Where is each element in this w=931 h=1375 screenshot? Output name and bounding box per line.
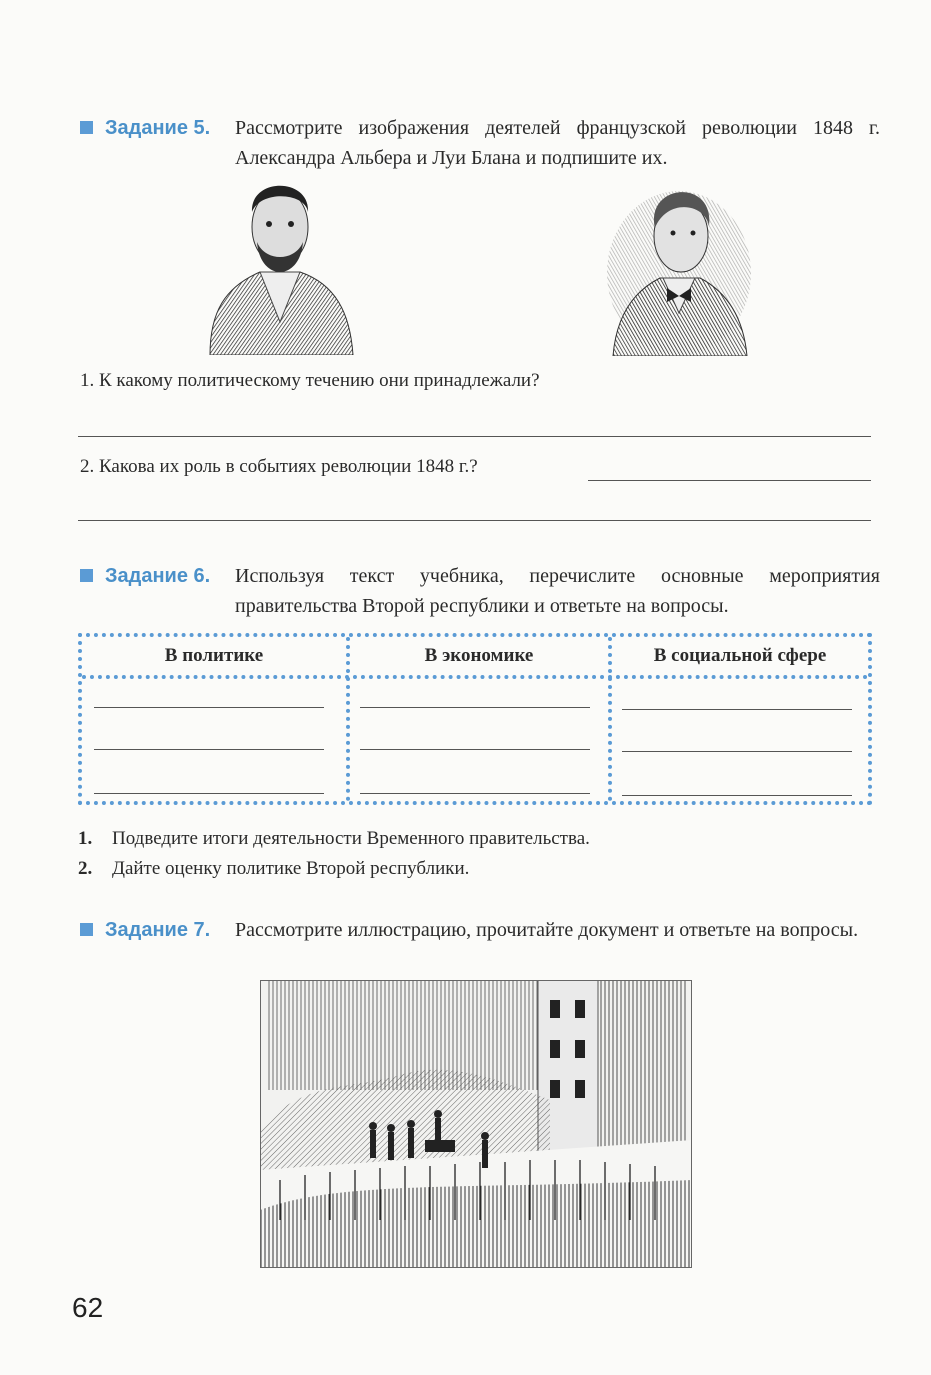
task-square-icon (80, 121, 93, 134)
page-number: 62 (72, 1292, 104, 1323)
answer-line[interactable] (78, 520, 871, 521)
question-number: 1. (78, 828, 93, 849)
answer-line[interactable] (360, 707, 590, 708)
answer-line[interactable] (94, 749, 324, 750)
answer-line[interactable] (622, 709, 852, 710)
task-7 (80, 915, 880, 945)
portrait-louis-blanc (605, 178, 753, 356)
column-economy (350, 637, 608, 801)
answer-line[interactable] (94, 793, 324, 794)
task-5-text: Рассмотрите изображения деятелей французской революции 1848 г. Александра Альбера и Луи Блана и подпишите их. (235, 117, 880, 169)
question-text: Подведите итоги деятельности Временного правительства. (112, 828, 590, 849)
task-6-question-1 (78, 828, 590, 850)
task-6 (80, 561, 880, 621)
answer-line[interactable] (588, 480, 871, 481)
answer-line[interactable] (360, 793, 590, 794)
task-6-label: Задание 6. (105, 565, 211, 587)
task-5-question-2: 2. Какова их роль в событиях революции 1848 г.? (80, 456, 478, 477)
question-number: 2. (78, 858, 93, 879)
answer-line[interactable] (360, 749, 590, 750)
task-5 (80, 113, 880, 173)
answer-line[interactable] (78, 436, 871, 437)
barricade-engraving (260, 980, 692, 1268)
task-7-text: Рассмотрите иллюстрацию, прочитайте документ и ответьте на вопросы. (235, 919, 859, 941)
task-5-question-1: 1. К какому политическому течению они принадлежали? (80, 370, 540, 391)
column-header: В социальной сфере (653, 645, 827, 666)
column-header: В политике (164, 645, 264, 666)
answer-line[interactable] (94, 707, 324, 708)
portrait-albert (205, 172, 355, 355)
answer-line[interactable] (622, 795, 852, 796)
question-text: Дайте оценку политике Второй республики. (112, 858, 470, 879)
task-6-text: Используя текст учебника, перечислите основные мероприятия правительства Второй республики и ответьте на вопросы. (235, 565, 880, 617)
task-6-question-2 (78, 858, 469, 880)
task-5-label: Задание 5. (105, 117, 211, 139)
task-square-icon (80, 923, 93, 936)
column-header: В экономике (424, 645, 534, 666)
task-7-label: Задание 7. (105, 919, 211, 941)
measures-table (78, 633, 872, 805)
task-square-icon (80, 569, 93, 582)
column-politics (82, 637, 346, 801)
column-social (612, 637, 868, 801)
answer-line[interactable] (622, 751, 852, 752)
